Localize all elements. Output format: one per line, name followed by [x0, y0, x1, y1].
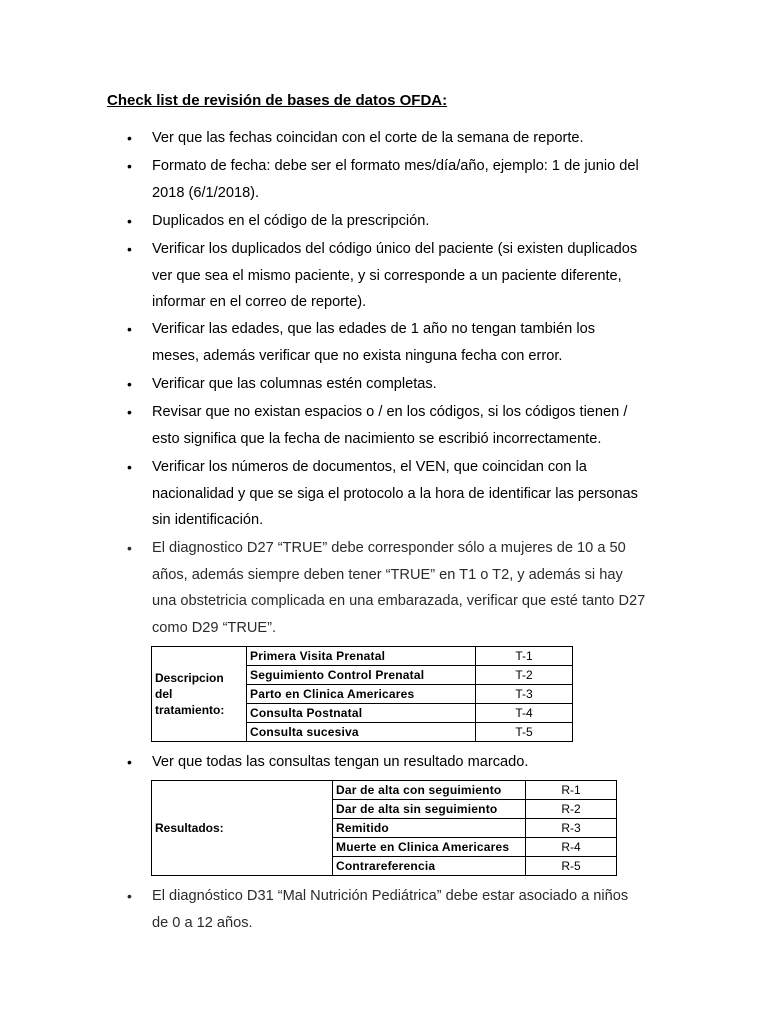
checklist-item — [127, 749, 672, 776]
item-line: Revisar que no existan espacios o / en los códigos, si los códigos tienen / — [152, 404, 628, 420]
item-line: Verificar las edades, que las edades de 1 año no tengan también los — [152, 321, 595, 337]
item-line: informar en el correo de reporte). — [152, 294, 367, 310]
bullet-icon: • — [127, 459, 132, 475]
item-line: Duplicados en el código de la prescripción. — [152, 213, 430, 229]
table-cell-code: R-5 — [526, 857, 617, 876]
checklist-item — [127, 883, 672, 936]
item-line: El diagnostico D27 “TRUE” debe corresponder sólo a mujeres de 10 a 50 — [152, 540, 626, 556]
bullet-icon: • — [127, 213, 132, 229]
table-cell-code: T-4 — [476, 704, 573, 723]
item-line: como D29 “TRUE”. — [152, 619, 277, 636]
table-cell-label: Primera Visita Prenatal — [247, 647, 476, 666]
item-line: esto significa que la fecha de nacimiento se escribió incorrectamente. — [152, 430, 602, 447]
item-line: Formato de fecha: debe ser el formato mes/día/año, ejemplo: 1 de junio del — [152, 158, 639, 174]
item-line: Ver que todas las consultas tengan un resultado marcado. — [152, 754, 529, 770]
table-cell-label: Muerte en Clinica Americares — [333, 838, 526, 857]
table-cell-label: Contrareferencia — [333, 857, 526, 876]
table-cell-code: R-2 — [526, 800, 617, 819]
item-line: Ver que las fechas coincidan con el corte de la semana de reporte. — [152, 130, 584, 146]
table-cell-label: Consulta Postnatal — [247, 704, 476, 723]
document-title: Check list de revisión de bases de datos OFDA: — [107, 92, 448, 109]
table-header-cell: Descripcion del tratamiento: — [152, 647, 247, 742]
checklist-item — [127, 316, 672, 369]
treatment-table — [151, 646, 573, 742]
bullet-icon: • — [127, 130, 132, 146]
item-line: años, además siempre deben tener “TRUE” en T1 o T2, y además si hay — [152, 566, 623, 583]
table-cell-code: T-1 — [476, 647, 573, 666]
item-line: ver que sea el mismo paciente, y si corresponde a un paciente diferente, — [152, 267, 622, 284]
item-line: nacionalidad y que se siga el protocolo a la hora de identificar las personas — [152, 485, 638, 502]
bullet-icon: • — [127, 404, 132, 420]
table-cell-code: R-1 — [526, 781, 617, 800]
table-cell-label: Consulta sucesiva — [247, 723, 476, 742]
bullet-icon: • — [127, 158, 132, 174]
item-line: 2018 (6/1/2018). — [152, 184, 260, 201]
table-cell-label: Dar de alta sin seguimiento — [333, 800, 526, 819]
item-line: una obstetricia complicada en una embarazada, verificar que esté tanto D27 — [152, 593, 646, 609]
table-cell-code: T-2 — [476, 666, 573, 685]
checklist-item — [127, 399, 672, 452]
item-line: Verificar que las columnas estén completas. — [152, 376, 437, 392]
item-line: de 0 a 12 años. — [152, 914, 253, 931]
checklist-item — [127, 125, 672, 152]
results-table — [151, 780, 617, 876]
item-line: sin identificación. — [152, 512, 264, 528]
checklist-item — [127, 454, 672, 534]
table-cell-code: T-5 — [476, 723, 573, 742]
checklist-item — [127, 236, 672, 316]
item-line: El diagnóstico D31 “Mal Nutrición Pediátrica” debe estar asociado a niños — [152, 888, 629, 904]
bullet-icon: • — [127, 376, 132, 392]
bullet-icon: • — [127, 540, 132, 556]
checklist-item — [127, 535, 672, 641]
bullet-icon: • — [127, 754, 132, 770]
table-cell-label: Dar de alta con seguimiento — [333, 781, 526, 800]
item-line: Verificar los duplicados del código único del paciente (si existen duplicados — [152, 241, 638, 257]
table-header-cell: Resultados: — [152, 781, 333, 876]
table-row — [152, 781, 617, 800]
checklist-item — [127, 153, 672, 206]
table-cell-label: Remitido — [333, 819, 526, 838]
table-cell-code: R-4 — [526, 838, 617, 857]
table-cell-label: Seguimiento Control Prenatal — [247, 666, 476, 685]
table-row — [152, 647, 573, 666]
checklist-item — [127, 371, 672, 398]
bullet-icon: • — [127, 241, 132, 257]
item-line: Verificar los números de documentos, el VEN, que coincidan con la — [152, 459, 587, 475]
bullet-icon: • — [127, 888, 132, 904]
checklist-item — [127, 208, 672, 235]
table-cell-code: T-3 — [476, 685, 573, 704]
bullet-icon: • — [127, 321, 132, 337]
table-cell-code: R-3 — [526, 819, 617, 838]
item-line: meses, además verificar que no exista ninguna fecha con error. — [152, 347, 563, 364]
table-cell-label: Parto en Clinica Americares — [247, 685, 476, 704]
